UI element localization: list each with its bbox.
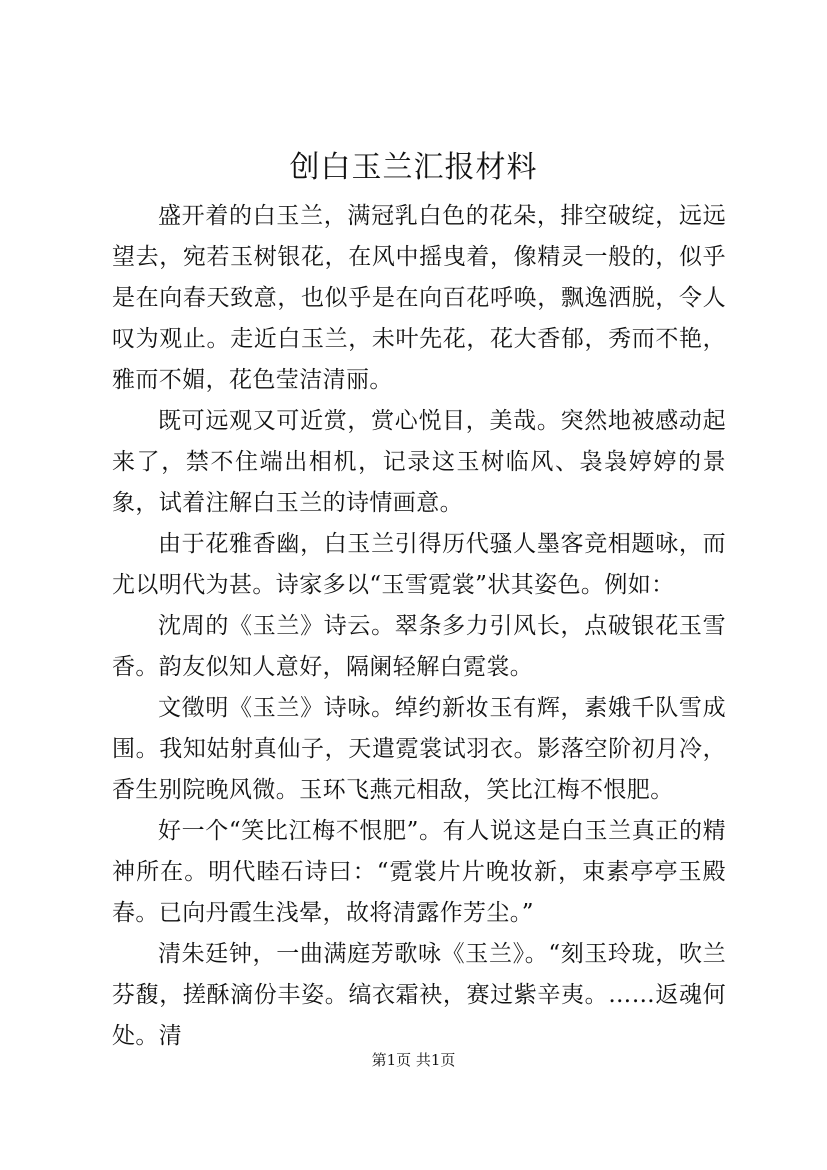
- paragraph-4: 沈周的《玉兰》诗云。翠条多力引风长，点破银花玉雪香。韵友似知人意好，隔阑轻解白霓裳。: [112, 613, 726, 680]
- document-title: 创白玉兰汇报材料: [289, 150, 538, 185]
- paragraph-1: 盛开着的白玉兰，满冠乳白色的花朵，排空破绽，远远望去，宛若玉树银花，在风中摇曳着，像精灵一般的，似乎是在向春天致意，也似乎是在向百花呼唤，飘逸洒脱，令人叹为观止。走近白玉兰，未叶先花，花大香郁，秀而不艳，雅而不媚，花色莹洁清丽。: [112, 203, 726, 393]
- paragraph-6: 好一个“笑比江梅不恨肥”。有人说这是白玉兰真正的精神所在。明代睦石诗曰：“霓裳片片晚妆新，束素亭亭玉殿春。已向丹霞生浅晕，故将清露作芳尘。”: [112, 818, 726, 926]
- page-footer: 第1页 共1页: [371, 1051, 456, 1069]
- paragraph-2: 既可远观又可近赏，赏心悦目，美哉。突然地被感动起来了，禁不住端出相机，记录这玉树临风、袅袅婷婷的景象，试着注解白玉兰的诗情画意。: [112, 408, 726, 516]
- paragraph-7: 清朱廷钟，一曲满庭芳歌咏《玉兰》。“刻玉玲珑，吹兰芬馥，搓酥滴份丰姿。缟衣霜袂，赛过紫辛夷。……返魂何处。清: [112, 941, 726, 1049]
- paragraph-5: 文徵明《玉兰》诗咏。绰约新妆玉有辉，素娥千队雪成围。我知姑射真仙子，天遣霓裳试羽衣。影落空阶初月冷，香生别院晚风微。玉环飞燕元相敌，笑比江梅不恨肥。: [112, 695, 726, 803]
- document-body: [112, 196, 726, 1057]
- paragraph-3: 由于花雅香幽，白玉兰引得历代骚人墨客竞相题咏，而尤以明代为甚。诗家多以“玉雪霓裳”状其姿色。例如：: [112, 531, 726, 598]
